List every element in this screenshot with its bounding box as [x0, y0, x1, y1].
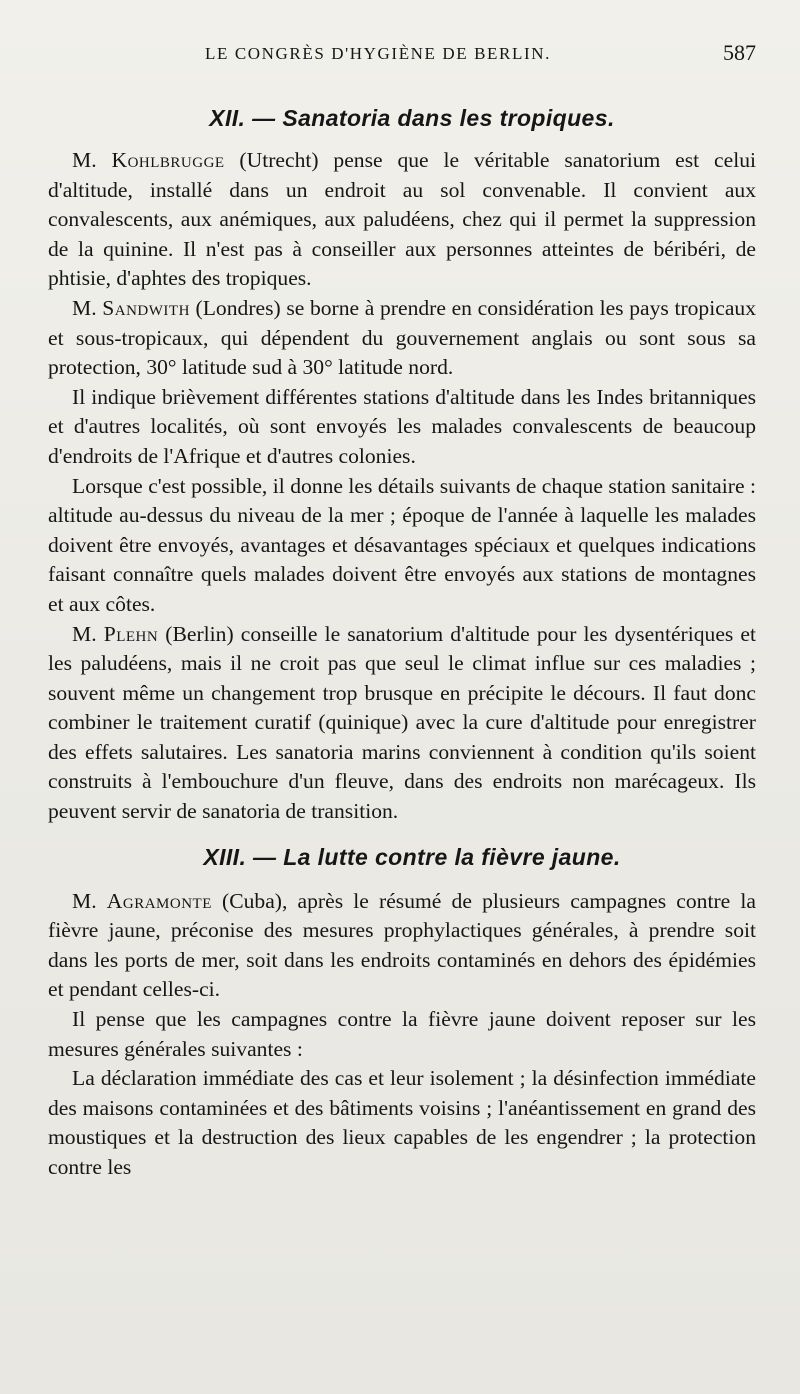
- page-number: 587: [723, 40, 756, 65]
- paragraph-text: La déclaration immédiate des cas et leur isolement ; la désinfection immédiate des maisons contaminées et des bâtiments voisins ; l'anéantissement en grand des moustiques et la destruction des lieux capables de les engendrer ; la protection contre les: [48, 1066, 756, 1179]
- paragraph-text: (Cuba), après le résumé de plusieurs campagnes contre la fièvre jaune, préconise des mesures prophylactiques générales, à prendre soit dans les ports de mer, soit dans les endroits contaminés en dehors des épidémies et pendant celles-ci.: [48, 888, 756, 1002]
- paragraph-text: Il indique brièvement différentes stations d'altitude dans les Indes britanniques et d'autres localités, où sont envoyés les malades convalescents de beaucoup d'endroits de l'Afrique et d'autres colonies.: [48, 384, 756, 468]
- running-header: [48, 38, 756, 74]
- paragraph-text: Lorsque c'est possible, il donne les détails suivants de chaque station sanitaire : altitude au-dessus du niveau de la mer ; époque de l'année à laquelle les malades doivent être envoyés, avantages et désavantages spéciaux et quelques indications faisant connaître quels malades doivent être envoyés aux stations de montagnes et aux côtes.: [48, 473, 756, 616]
- paragraph-lead: M.: [72, 148, 112, 172]
- section-heading-xii: XII. — Sanatoria dans les tropiques.: [209, 105, 615, 131]
- paragraph-text: (Berlin) conseille le sanatorium d'altitude pour les dysentériques et les paludéens, mais il ne croit pas que seul le climat influe sur ces maladies ; souvent même un changement trop brusque en précipite le décours. Il faut donc combiner le traitement curatif (quinique) avec la cure d'altitude pour enregistrer des effets salutaires. Les sanatoria marins conviennent à condition qu'ils soient construits à l'embouchure d'un fleuve, dans des endroits non marécageux. Ils peuvent servir de sanatoria de transition.: [48, 621, 757, 824]
- paragraph: [48, 383, 756, 472]
- paragraph: [48, 472, 756, 620]
- paragraph-lead: M.: [72, 621, 104, 646]
- paragraph: [48, 887, 756, 1005]
- author-name: Plehn: [103, 621, 159, 646]
- running-title: LE CONGRÈS D'HYGIÈNE DE BERLIN.: [205, 44, 551, 63]
- section-heading-xiii: XIII. — La lutte contre la fièvre jaune.: [203, 843, 621, 870]
- paragraph: [48, 294, 756, 383]
- paragraph-lead: M.: [72, 295, 103, 320]
- paragraph: [48, 146, 756, 294]
- paragraph-text: (Utrecht) pense que le véritable sanatorium est celui d'altitude, installé dans un endroit au sol convenable. Il convient aux convalescents, aux anémiques, aux paludéens, chez qui il permet la suppression de la quinine. Il n'est pas à conseiller aux personnes atteintes de béribéri, de phtisie, d'aphtes des tropiques.: [48, 148, 756, 291]
- author-name: Sandwith: [102, 295, 190, 320]
- body-text: [48, 98, 756, 1183]
- paragraph: [48, 1005, 756, 1064]
- paragraph: [48, 620, 756, 827]
- paragraph-lead: M.: [72, 888, 107, 913]
- author-name: Kohlbrugge: [111, 148, 225, 172]
- paragraph-text: Il pense que les campagnes contre la fièvre jaune doivent reposer sur les mesures générales suivantes :: [48, 1007, 756, 1061]
- paragraph-text: (Londres) se borne à prendre en considération les pays tropicaux et sous-tropicaux, qui dépendent du gouvernement anglais ou sont sous sa protection, 30° latitude sud à 30° latitude nord.: [48, 295, 756, 380]
- author-name: Agramonte: [106, 888, 212, 913]
- paragraph: [48, 1064, 756, 1182]
